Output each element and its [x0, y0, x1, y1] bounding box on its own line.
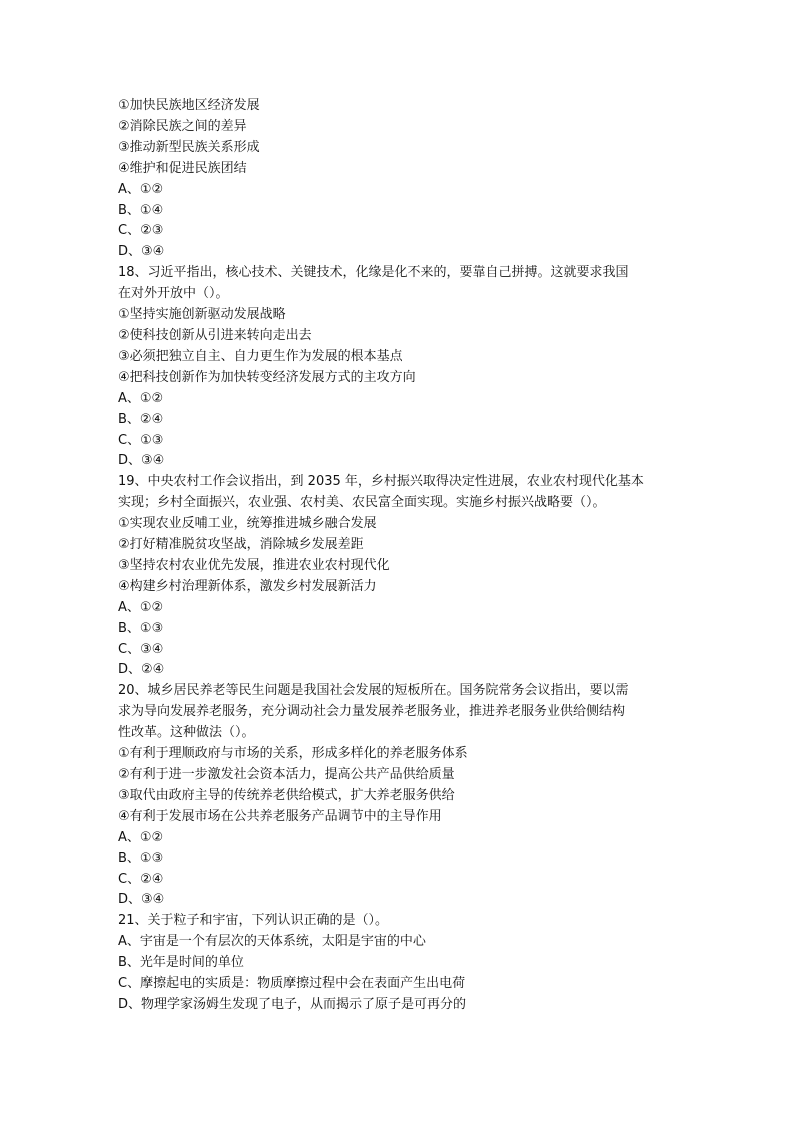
option-d: D、②④	[118, 662, 165, 678]
statement-4: ④把科技创新作为加快转变经济发展方式的主攻方向	[118, 369, 416, 385]
option-d: D、③④	[118, 244, 165, 260]
option-b: B、②④	[118, 411, 164, 427]
statement-1: ①有利于理顺政府与市场的关系，形成多样化的养老服务体系	[118, 746, 468, 762]
statement-2: ②打好精准脱贫攻坚战，消除城乡发展差距	[118, 537, 364, 553]
statement-2: ②使科技创新从引进来转向走出去	[118, 327, 312, 343]
option-b: B、①④	[118, 202, 164, 218]
question-stem: 18、习近平指出，核心技术、关键技术，化缘是化不来的，要靠自己拼搏。这就要求我国	[118, 265, 629, 281]
statement-4: ④有利于发展市场在公共养老服务产品调节中的主导作用	[118, 808, 442, 824]
statement-2: ②有利于进一步激发社会资本活力，提高公共产品供给质量	[118, 767, 455, 782]
question-stem: 19、中央农村工作会议指出，到 2035 年，乡村振兴取得决定性进展，农业农村现代化基本	[118, 474, 644, 490]
option-c: C、①③	[118, 432, 164, 448]
option-a: A、①②	[118, 181, 164, 197]
option-a: A、①②	[118, 390, 164, 406]
option-d: D、③④	[118, 892, 165, 908]
statement-3: ③推动新型民族关系形成	[118, 139, 260, 155]
option-a: A、宇宙是一个有层次的天体系统，太阳是宇宙的中心	[118, 934, 426, 950]
statement-4: ④构建乡村治理新体系，激发乡村发展新活力	[118, 578, 377, 594]
statement-2: ②消除民族之间的差异	[118, 118, 247, 134]
statement-1: ①坚持实施创新驱动发展战略	[118, 307, 286, 323]
question-20	[118, 681, 678, 911]
option-c: C、③④	[118, 641, 164, 657]
statement-3: ③必须把独立自主、自力更生作为发展的根本基点	[118, 348, 403, 364]
question-stem: 20、城乡居民养老等民生问题是我国社会发展的短板所在。国务院常务会议指出，要以需	[118, 683, 629, 699]
question-stem: 21、关于粒子和宇宙，下列认识正确的是（）。	[118, 913, 389, 929]
statement-3: ③取代由政府主导的传统养老供给模式，扩大养老服务供给	[118, 787, 455, 803]
option-b: B、①③	[118, 850, 164, 866]
question-17-continuation	[118, 96, 678, 263]
option-c: C、②③	[118, 223, 164, 239]
document-page	[118, 96, 678, 1016]
option-a: A、①②	[118, 829, 164, 845]
option-b: B、①③	[118, 620, 164, 636]
question-21	[118, 911, 678, 1016]
question-stem: 实现；乡村全面振兴，农业强、农村美、农民富全面实现。实施乡村振兴战略要（）。	[118, 495, 606, 511]
question-18	[118, 263, 678, 472]
statement-3: ③坚持农村农业优先发展，推进农业农村现代化	[118, 557, 390, 573]
option-b: B、光年是时间的单位	[118, 955, 244, 971]
statement-1: ①加快民族地区经济发展	[118, 98, 260, 113]
option-d: D、物理学家汤姆生发现了电子，从而揭示了原子是可再分的	[118, 996, 467, 1012]
statement-1: ①实现农业反哺工业，统筹推进城乡融合发展	[118, 516, 377, 532]
option-d: D、③④	[118, 453, 165, 469]
question-19	[118, 472, 678, 681]
option-c: C、②④	[118, 871, 164, 887]
question-stem: 性改革。这种做法（）。	[118, 725, 255, 741]
question-stem: 求为导向发展养老服务，充分调动社会力量发展养老服务业，推进养老服务业供给侧结构	[118, 704, 626, 720]
option-c: C、摩擦起电的实质是：物质摩擦过程中会在表面产生出电荷	[118, 976, 466, 992]
option-a: A、①②	[118, 599, 164, 615]
statement-4: ④维护和促进民族团结	[118, 160, 247, 176]
question-stem: 在对外开放中（）。	[118, 286, 229, 302]
